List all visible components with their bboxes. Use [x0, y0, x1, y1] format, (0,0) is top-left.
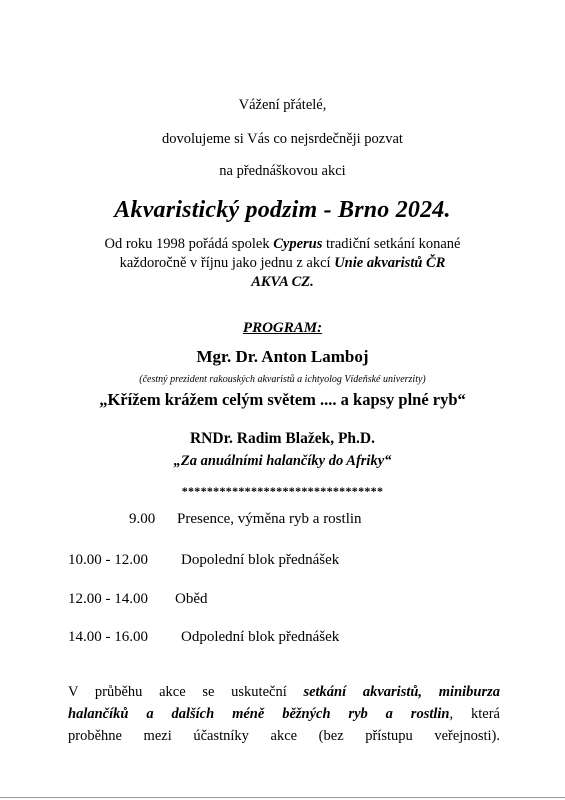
footer-text: V průběhu akce se uskuteční — [68, 684, 304, 700]
greeting-line-3: na přednáškovou akci — [219, 163, 346, 179]
schedule-label: Oběd — [175, 591, 208, 607]
separator-stars: ******************************** — [181, 484, 384, 498]
intro-text: každoročně v říjnu jako jednu z akcí — [119, 255, 335, 271]
schedule-time: 10.00 - 12.00 — [68, 552, 148, 568]
footer-emphasis: miniburza — [422, 684, 501, 700]
footer-emphasis: setkání akvaristů, — [303, 684, 423, 700]
footer-emphasis: halančíků — [68, 706, 129, 722]
intro-text: Od roku 1998 pořádá spolek — [104, 236, 274, 252]
speaker-1-note: (čestný prezident rakouských akvaristů a ichtyolog Vídeňské univerzity) — [139, 374, 426, 385]
program-heading: PROGRAM: — [242, 320, 323, 336]
event-title: Akvaristický podzim - Brno 2024. — [114, 197, 451, 223]
schedule-time: 9.00 — [129, 511, 156, 527]
footer-paragraph — [68, 681, 500, 747]
page-bottom-rule — [0, 797, 565, 798]
intro-line-3: AKVA CZ. — [251, 274, 314, 290]
footer-text: , která — [449, 706, 500, 722]
footer-line-1 — [68, 681, 500, 703]
intro-line-2 — [0, 255, 565, 272]
schedule-label: Odpolední blok přednášek — [181, 629, 340, 645]
footer-emphasis: a dalších méně běžných ryb a rostlin — [128, 706, 450, 722]
footer-line-2 — [68, 703, 500, 725]
speaker-1-talk: „Křížem krážem celým světem .... a kapsy plné ryb“ — [99, 390, 466, 409]
schedule-time: 12.00 - 14.00 — [68, 591, 148, 607]
schedule-row — [68, 591, 208, 608]
speaker-2-talk: „Za anuálními halančíky do Afriky“ — [173, 453, 392, 469]
schedule-row — [129, 511, 362, 528]
organizer-name: Cyperus — [273, 236, 323, 252]
footer-line-3: proběhne mezi účastníky akce (bez přístupu veřejnosti). — [68, 728, 500, 744]
union-name: Unie akvaristů ČR — [334, 255, 446, 271]
speaker-1-name: Mgr. Dr. Anton Lamboj — [196, 347, 369, 366]
schedule-row — [68, 629, 339, 646]
schedule-label: Presence, výměna ryb a rostlin — [177, 511, 362, 527]
greeting-line-1: Vážení přátelé, — [238, 97, 327, 113]
greeting-line-2: dovolujeme si Vás co nejsrdečněji pozvat — [162, 131, 403, 147]
intro-line-1 — [0, 236, 565, 253]
intro-text: tradiční setkání konané — [322, 236, 461, 252]
schedule-row — [68, 552, 339, 569]
schedule-label: Dopolední blok přednášek — [181, 552, 340, 568]
schedule-time: 14.00 - 16.00 — [68, 629, 148, 645]
speaker-2-name: RNDr. Radim Blažek, Ph.D. — [189, 430, 375, 447]
